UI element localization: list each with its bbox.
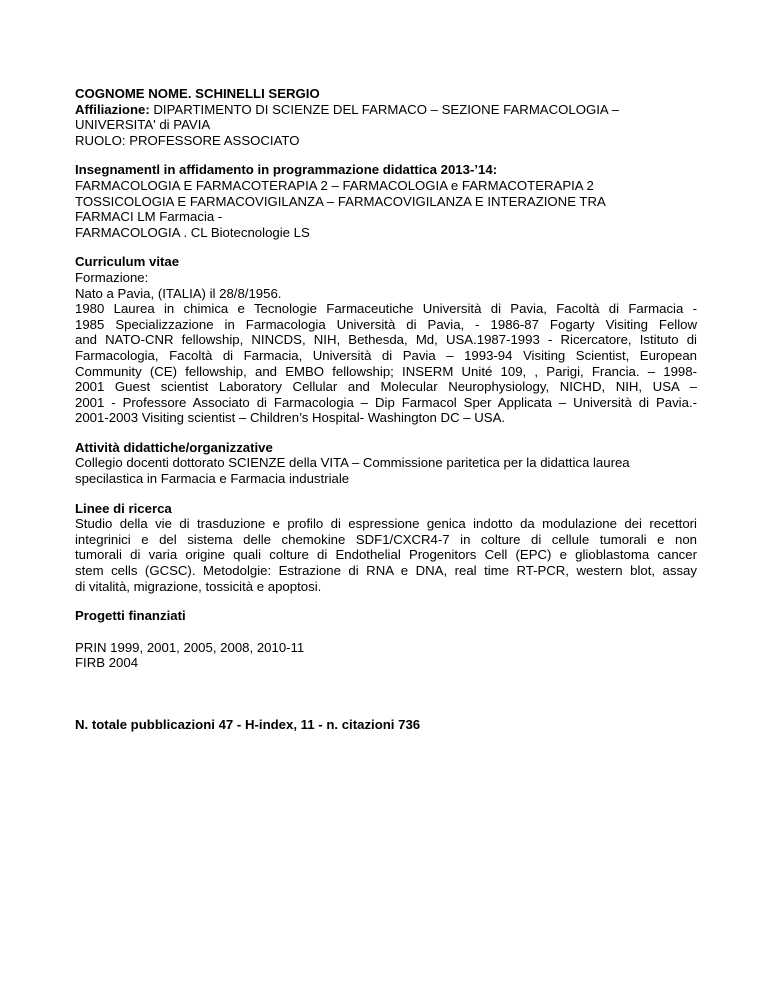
spacer xyxy=(75,240,697,254)
document-page xyxy=(75,86,697,733)
activities-line: Collegio docenti dottorato SCIENZE della VITA – Commissione paritetica per la didattica laurea xyxy=(75,455,630,471)
funding-line: PRIN 1999, 2001, 2005, 2008, 2010-11 xyxy=(75,639,305,655)
teaching-line: FARMACOLOGIA . CL Biotecnologie LS xyxy=(75,224,310,240)
cv-justified-line: Community (CE) fellowship, and EMBO fellowship; INSERM Unité 109, , Parigi, Francia. – 1998- xyxy=(75,363,697,379)
cv-justified-line: 2001 Guest scientist Laboratory Cellular and Molecular Neurophysiology, NICHD, NIH, USA – xyxy=(75,379,697,395)
cv-line: Formazione: xyxy=(75,269,149,285)
research-justified-line: Studio della vie di trasduzione e profilo di espressione genica indotto da modulazione dei recettori xyxy=(75,516,697,532)
spacer xyxy=(75,487,697,501)
spacer xyxy=(75,671,697,717)
affiliation-line-2: UNIVERSITA' di PAVIA xyxy=(75,117,211,133)
affiliation-line xyxy=(75,102,697,118)
spacer xyxy=(75,148,697,162)
research-justified-line: integrinici e del sistema delle chemokine SDF1/CXCR4-7 in colture di cellule tumorali e non xyxy=(75,531,697,547)
teaching-heading: Insegnamentl in affidamento in programmazione didattica 2013-’14: xyxy=(75,162,498,178)
publication-summary: N. totale pubblicazioni 47 - H-index, 11 - n. citazioni 736 xyxy=(75,717,421,732)
teaching-line: FARMACI LM Farmacia - xyxy=(75,209,223,225)
cv-justified-line: 1980 Laurea in chimica e Tecnologie Farmaceutiche Università di Pavia, Facoltà di Farmacia - xyxy=(75,301,697,317)
activities-heading: Attività didattiche/organizzative xyxy=(75,439,273,455)
affiliation-label: Affiliazione: xyxy=(75,101,150,117)
cv-line: Nato a Pavia, (ITALIA) il 28/8/1956. xyxy=(75,285,282,301)
cv-justified-line: 1985 Specializzazione in Farmacologia Università di Pavia, - 1986-87 Fogarty Visiting Fellow xyxy=(75,316,697,332)
cv-justified-line: and NATO-CNR fellowship, NINCDS, NIH, Bethesda, Md, USA.1987-1993 - Ricercatore, Istituto di xyxy=(75,332,697,348)
role-line: RUOLO: PROFESSORE ASSOCIATO xyxy=(75,132,300,148)
teaching-line: FARMACOLOGIA E FARMACOTERAPIA 2 – FARMACOLOGIA e FARMACOTERAPIA 2 xyxy=(75,177,594,193)
name-line: COGNOME NOME. SCHINELLI SERGIO xyxy=(75,86,320,101)
funding-heading: Progetti finanziati xyxy=(75,608,186,624)
research-justified-line: stem cells (GCSC). Metodolgie: Estrazione di RNA e DNA, real time RT-PCR, western blot, assay xyxy=(75,563,697,579)
activities-line: specilastica in Farmacia e Farmacia industriale xyxy=(75,471,350,487)
spacer xyxy=(75,624,697,640)
teaching-line: TOSSICOLOGIA E FARMACOVIGILANZA – FARMACOVIGILANZA E INTERAZIONE TRA xyxy=(75,193,606,209)
cv-heading: Curriculum vitae xyxy=(75,254,180,270)
spacer xyxy=(75,426,697,440)
research-heading: Linee di ricerca xyxy=(75,500,172,516)
funding-line: FIRB 2004 xyxy=(75,655,139,671)
research-last-line: di vitalità, migrazione, tossicità e apoptosi. xyxy=(75,578,322,594)
spacer xyxy=(75,594,697,608)
research-justified-line: tumorali di varia origine quali colture di Endothelial Progenitors Cell (EPC) e glioblastoma cancer xyxy=(75,547,697,563)
affiliation-text: DIPARTIMENTO DI SCIENZE DEL FARMACO – SEZIONE FARMACOLOGIA – xyxy=(149,101,619,117)
cv-justified-line: Farmacologia, Facoltà di Farmacia, Università di Pavia – 1993-94 Visiting Scientist, European xyxy=(75,347,697,363)
cv-last-line: 2001-2003 Visiting scientist – Children’s Hospital- Washington DC – USA. xyxy=(75,410,506,426)
cv-justified-line: 2001 - Professore Associato di Farmacologia – Dip Farmacol Sper Applicata – Università di Pavia.- xyxy=(75,394,697,410)
